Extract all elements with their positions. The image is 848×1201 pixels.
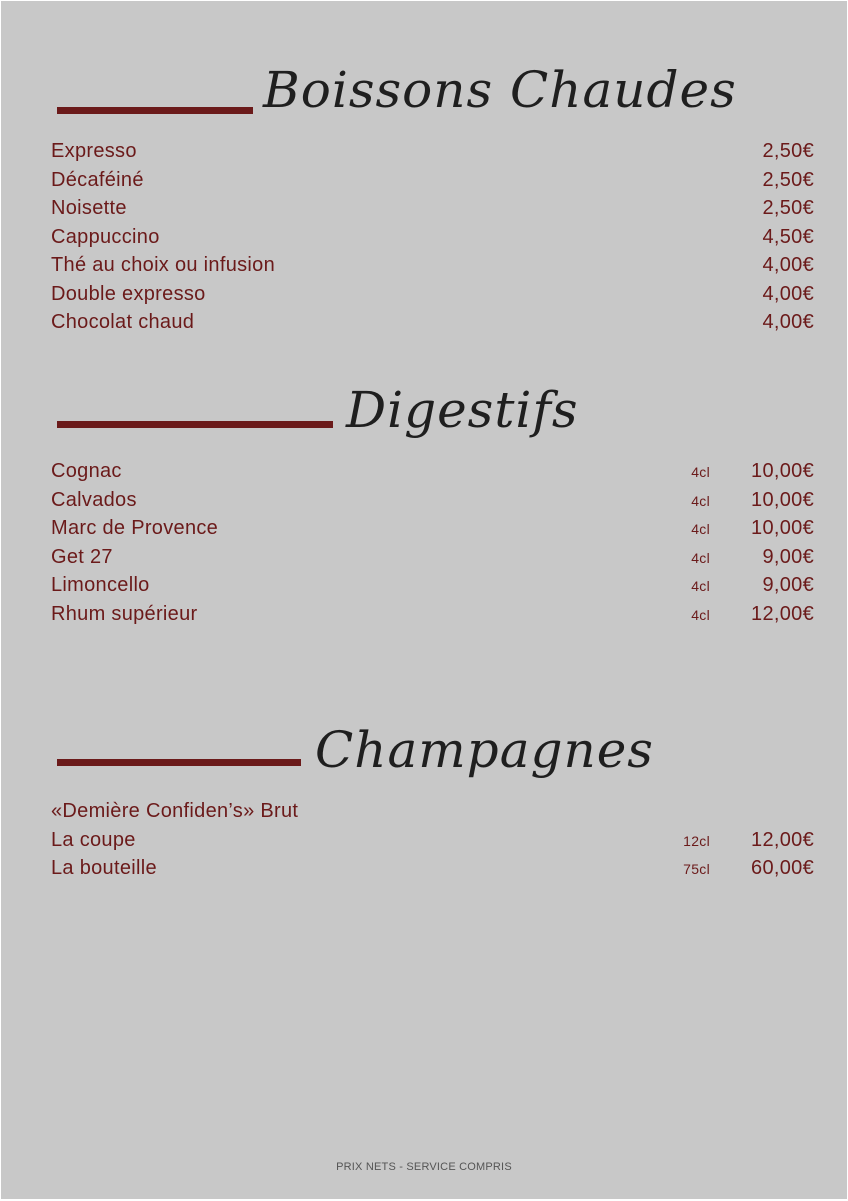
item-price: 12,00€ bbox=[751, 602, 814, 625]
menu-item bbox=[1, 574, 847, 603]
item-name: Chocolat chaud bbox=[51, 311, 195, 333]
item-volume: 4cl bbox=[691, 492, 710, 509]
item-name: Rhum supérieur bbox=[51, 602, 198, 625]
section-champagnes bbox=[1, 719, 847, 886]
section-title: Boissons Chaudes bbox=[263, 61, 737, 119]
item-price: 10,00€ bbox=[751, 488, 814, 511]
item-name: Thé au choix ou infusion bbox=[51, 254, 276, 276]
item-price: 4,00€ bbox=[762, 311, 814, 333]
section-heading-row bbox=[1, 719, 847, 799]
item-name: Limoncello bbox=[51, 574, 150, 596]
section-rule bbox=[57, 759, 301, 766]
menu-item bbox=[1, 489, 847, 518]
menu-item bbox=[1, 460, 847, 489]
item-name: Marc de Provence bbox=[51, 517, 219, 539]
item-volume: 75cl bbox=[683, 861, 710, 877]
item-list bbox=[1, 800, 847, 886]
menu-item bbox=[1, 603, 847, 632]
menu-item bbox=[1, 226, 847, 255]
item-name: Expresso bbox=[51, 140, 137, 162]
item-price: 12,00€ bbox=[751, 828, 814, 851]
menu-item bbox=[1, 829, 847, 858]
section-rule bbox=[57, 107, 253, 114]
item-volume: 4cl bbox=[691, 464, 710, 480]
item-name: Noisette bbox=[51, 197, 127, 219]
item-price: 10,00€ bbox=[751, 460, 814, 482]
item-name: Cappuccino bbox=[51, 225, 160, 248]
menu-item bbox=[1, 311, 847, 340]
item-name: «Demière Confiden’s» Brut bbox=[51, 800, 299, 822]
item-price: 9,00€ bbox=[762, 574, 814, 596]
item-list bbox=[1, 460, 847, 631]
menu-item bbox=[1, 169, 847, 198]
section-heading-row bbox=[1, 59, 847, 139]
section-digestifs bbox=[1, 379, 847, 631]
item-name: La bouteille bbox=[51, 857, 157, 879]
item-price: 4,50€ bbox=[762, 225, 814, 248]
menu-page bbox=[1, 1, 847, 1199]
item-list bbox=[1, 140, 847, 340]
section-title: Digestifs bbox=[346, 381, 579, 439]
section-boissons-chaudes bbox=[1, 59, 847, 340]
menu-item bbox=[1, 140, 847, 169]
item-name: La coupe bbox=[51, 828, 136, 851]
item-volume: 12cl bbox=[683, 832, 710, 849]
section-rule bbox=[57, 421, 333, 428]
item-name: Cognac bbox=[51, 460, 122, 482]
item-volume: 4cl bbox=[691, 606, 710, 623]
item-price: 10,00€ bbox=[751, 517, 814, 539]
menu-item bbox=[1, 857, 847, 886]
item-name: Décaféiné bbox=[51, 168, 144, 191]
menu-item bbox=[1, 517, 847, 546]
item-price: 2,50€ bbox=[762, 197, 814, 219]
menu-item bbox=[1, 197, 847, 226]
item-price: 4,00€ bbox=[762, 282, 814, 305]
item-name: Get 27 bbox=[51, 545, 113, 568]
item-price: 60,00€ bbox=[751, 857, 814, 879]
item-name: Double expresso bbox=[51, 282, 206, 305]
menu-item bbox=[1, 283, 847, 312]
footer-note: PRIX NETS - SERVICE COMPRIS bbox=[336, 1161, 512, 1173]
menu-item bbox=[1, 254, 847, 283]
item-price: 4,00€ bbox=[762, 254, 814, 276]
menu-item bbox=[1, 546, 847, 575]
item-volume: 4cl bbox=[691, 521, 710, 537]
section-title: Champagnes bbox=[315, 721, 654, 779]
item-price: 2,50€ bbox=[762, 140, 814, 162]
item-volume: 4cl bbox=[691, 578, 710, 594]
item-volume: 4cl bbox=[691, 549, 710, 566]
menu-item bbox=[1, 800, 847, 829]
item-price: 9,00€ bbox=[762, 545, 814, 568]
section-heading-row bbox=[1, 379, 847, 459]
item-price: 2,50€ bbox=[762, 168, 814, 191]
item-name: Calvados bbox=[51, 488, 137, 511]
